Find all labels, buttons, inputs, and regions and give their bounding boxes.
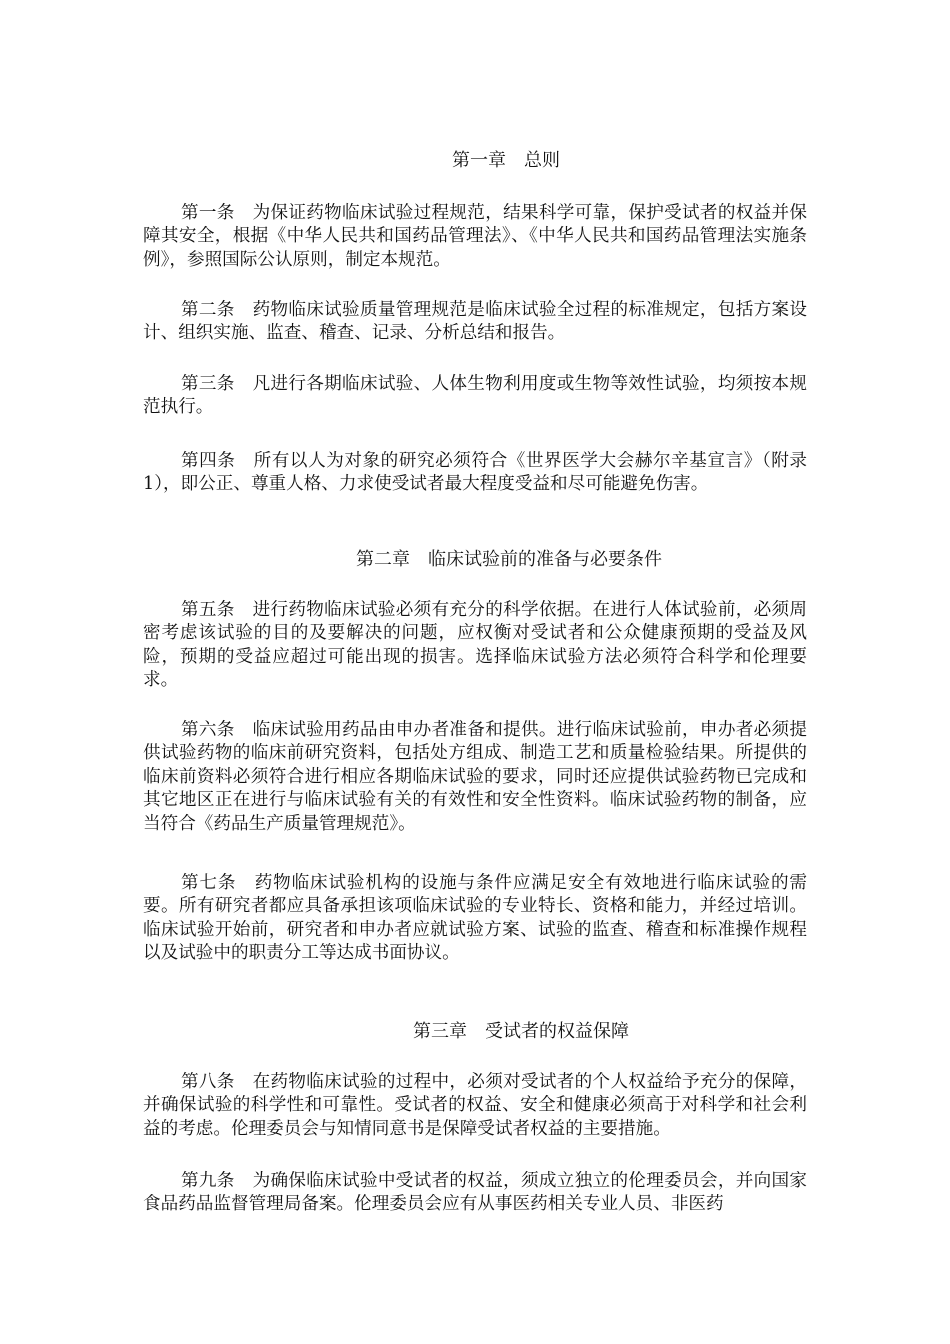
chapter-3-title: 第三章 受试者的权益保障 [413,1021,629,1042]
article-7: 第七条 药物临床试验机构的设施与条件应满足安全有效地进行临床试验的需要。所有研究者都应具备承担该项临床试验的专业特长、资格和能力，并经过培训。临床试验开始前，研究者和申办者应就试验方案、试验的监查、稽查和标准操作规程以及试验中的职责分工等达成书面协议。 [143,873,807,964]
article-8: 第八条 在药物临床试验的过程中，必须对受试者的个人权益给予充分的保障，并确保试验的科学性和可靠性。受试者的权益、安全和健康必须高于对科学和社会利益的考虑。伦理委员会与知情同意书是保障受试者权益的主要措施。 [143,1072,807,1139]
article-5: 第五条 进行药物临床试验必须有充分的科学依据。在进行人体试验前，必须周密考虑该试验的目的及要解决的问题，应权衡对受试者和公众健康预期的受益及风险，预期的受益应超过可能出现的损害。选择临床试验方法必须符合科学和伦理要求。 [143,600,807,691]
article-6: 第六条 临床试验用药品由申办者准备和提供。进行临床试验前，申办者必须提供试验药物的临床前研究资料，包括处方组成、制造工艺和质量检验结果。所提供的临床前资料必须符合进行相应各期临床试验的要求，同时还应提供试验药物已完成和其它地区正在进行与临床试验有关的有效性和安全性资料。临床试验药物的制备，应当符合《药品生产质量管理规范》。 [143,720,807,834]
article-1: 第一条 为保证药物临床试验过程规范，结果科学可靠，保护受试者的权益并保障其安全，根据《中华人民共和国药品管理法》、《中华人民共和国药品管理法实施条例》，参照国际公认原则，制定本规范。 [143,203,807,270]
article-4: 第四条 所有以人为对象的研究必须符合《世界医学大会赫尔辛基宣言》（附录1），即公正、尊重人格、力求使受试者最大程度受益和尽可能避免伤害。 [143,451,807,495]
article-3: 第三条 凡进行各期临床试验、人体生物利用度或生物等效性试验，均须按本规范执行。 [143,374,807,418]
chapter-1-title: 第一章 总则 [452,150,560,171]
article-2: 第二条 药物临床试验质量管理规范是临床试验全过程的标准规定，包括方案设计、组织实施、监查、稽查、记录、分析总结和报告。 [143,300,807,344]
chapter-2-title: 第二章 临床试验前的准备与必要条件 [356,549,662,570]
article-9: 第九条 为确保临床试验中受试者的权益，须成立独立的伦理委员会，并向国家食品药品监督管理局备案。伦理委员会应有从事医药相关专业人员、非医药 [143,1171,807,1215]
